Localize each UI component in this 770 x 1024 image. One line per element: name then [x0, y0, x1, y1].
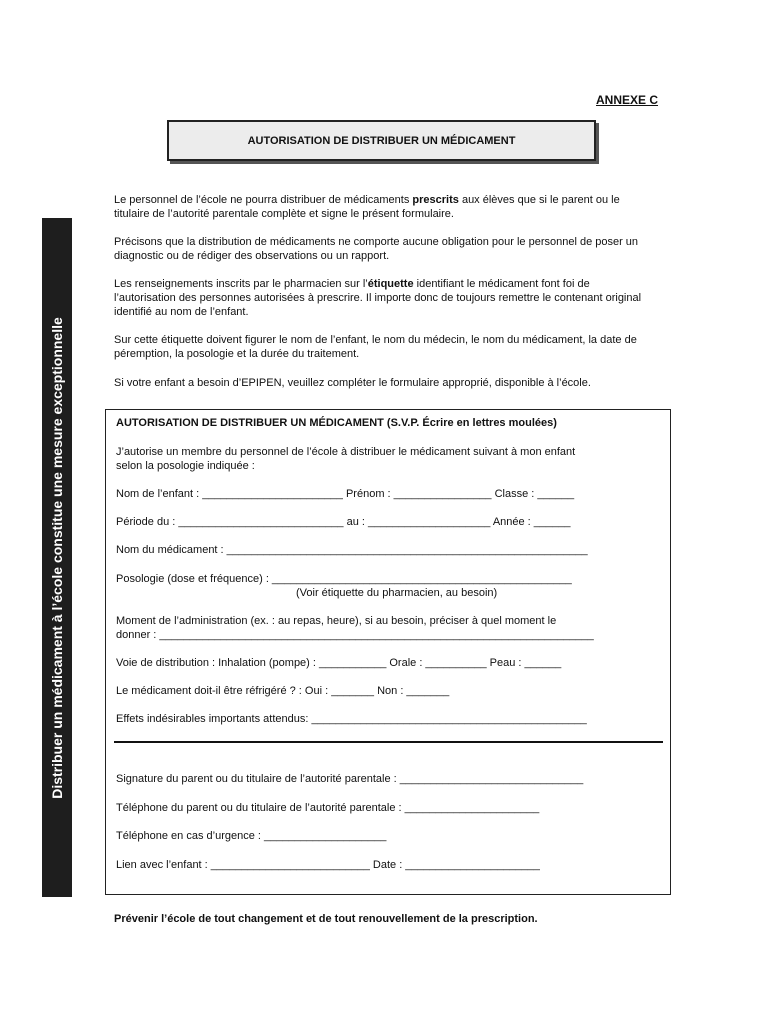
medication-name-field[interactable]: Nom du médicament : ___________________________________________________________ [116, 544, 588, 556]
authorization-form-box [105, 409, 671, 895]
footer-note: Prévenir l’école de tout changement et de tout renouvellement de la prescription. [114, 913, 538, 925]
period-field[interactable]: Période du : ___________________________ au : ____________________ Année : ______ [116, 516, 571, 528]
dosage-field[interactable]: Posologie (dose et fréquence) : _________________________________________________ [116, 573, 572, 585]
intro-paragraph-1: Le personnel de l’école ne pourra distribuer de médicaments prescrits aux élèves que si le parent ou le titulaire de l’autorité parentale complète et signe le présent formulaire. [114, 194, 620, 220]
emergency-phone-field[interactable]: Téléphone en cas d’urgence : ____________________ [116, 830, 387, 842]
intro-paragraph-3: Les renseignements inscrits par le pharmacien sur l’étiquette identifiant le médicament font foi de l’autorisation des personnes autorisées à prescrire. Il importe donc de toujours remettre le contenant original identifié au nom de l’enfant. [114, 278, 642, 318]
route-field[interactable]: Voie de distribution : Inhalation (pompe) : ___________ Orale : __________ Peau : ______ [116, 657, 562, 669]
page-title: AUTORISATION DE DISTRIBUER UN MÉDICAMENT [247, 134, 516, 147]
dosage-note: (Voir étiquette du pharmacien, au besoin) [296, 587, 498, 599]
parent-phone-field[interactable]: Téléphone du parent ou du titulaire de l’autorité parentale : ______________________ [116, 802, 540, 814]
administration-moment-label: Moment de l’administration (ex. : au repas, heure), si au besoin, préciser à quel moment le [116, 615, 557, 627]
side-banner-text: Distribuer un médicament à l’école constitue une mesure exceptionnelle [49, 316, 65, 799]
annexe-label: ANNEXE C [596, 93, 659, 107]
consent-text-line-2: selon la posologie indiquée : [116, 460, 255, 472]
side-effects-field[interactable]: Effets indésirables importants attendus: _____________________________________________ [116, 713, 587, 725]
form-divider [114, 741, 663, 743]
side-banner [42, 218, 72, 897]
administration-moment-field[interactable]: donner : _______________________________________________________________________ [116, 629, 594, 641]
refrigeration-field[interactable]: Le médicament doit-il être réfrigéré ? : Oui : _______ Non : _______ [116, 685, 450, 697]
parent-signature-field[interactable]: Signature du parent ou du titulaire de l’autorité parentale : ______________________________ [116, 773, 584, 785]
relationship-date-field[interactable]: Lien avec l’enfant : __________________________ Date : ______________________ [116, 859, 540, 871]
intro-paragraph-5: Si votre enfant a besoin d’EPIPEN, veuillez compléter le formulaire approprié, disponible à l’école. [114, 377, 591, 389]
consent-text-line-1: J’autorise un membre du personnel de l’école à distribuer le médicament suivant à mon enfant [116, 446, 576, 458]
child-name-field[interactable]: Nom de l’enfant : _______________________ Prénom : ________________ Classe : ______ [116, 488, 575, 500]
form-heading: AUTORISATION DE DISTRIBUER UN MÉDICAMENT (S.V.P. Écrire en lettres moulées) [116, 417, 557, 429]
intro-paragraph-4: Sur cette étiquette doivent figurer le nom de l’enfant, le nom du médecin, le nom du médicament, la date de péremption, la posologie et la durée du traitement. [114, 334, 637, 360]
intro-paragraph-2: Précisons que la distribution de médicaments ne comporte aucune obligation pour le personnel de poser un diagnostic ou de rédiger des observations ou un rapport. [114, 236, 639, 262]
title-box [167, 120, 596, 161]
